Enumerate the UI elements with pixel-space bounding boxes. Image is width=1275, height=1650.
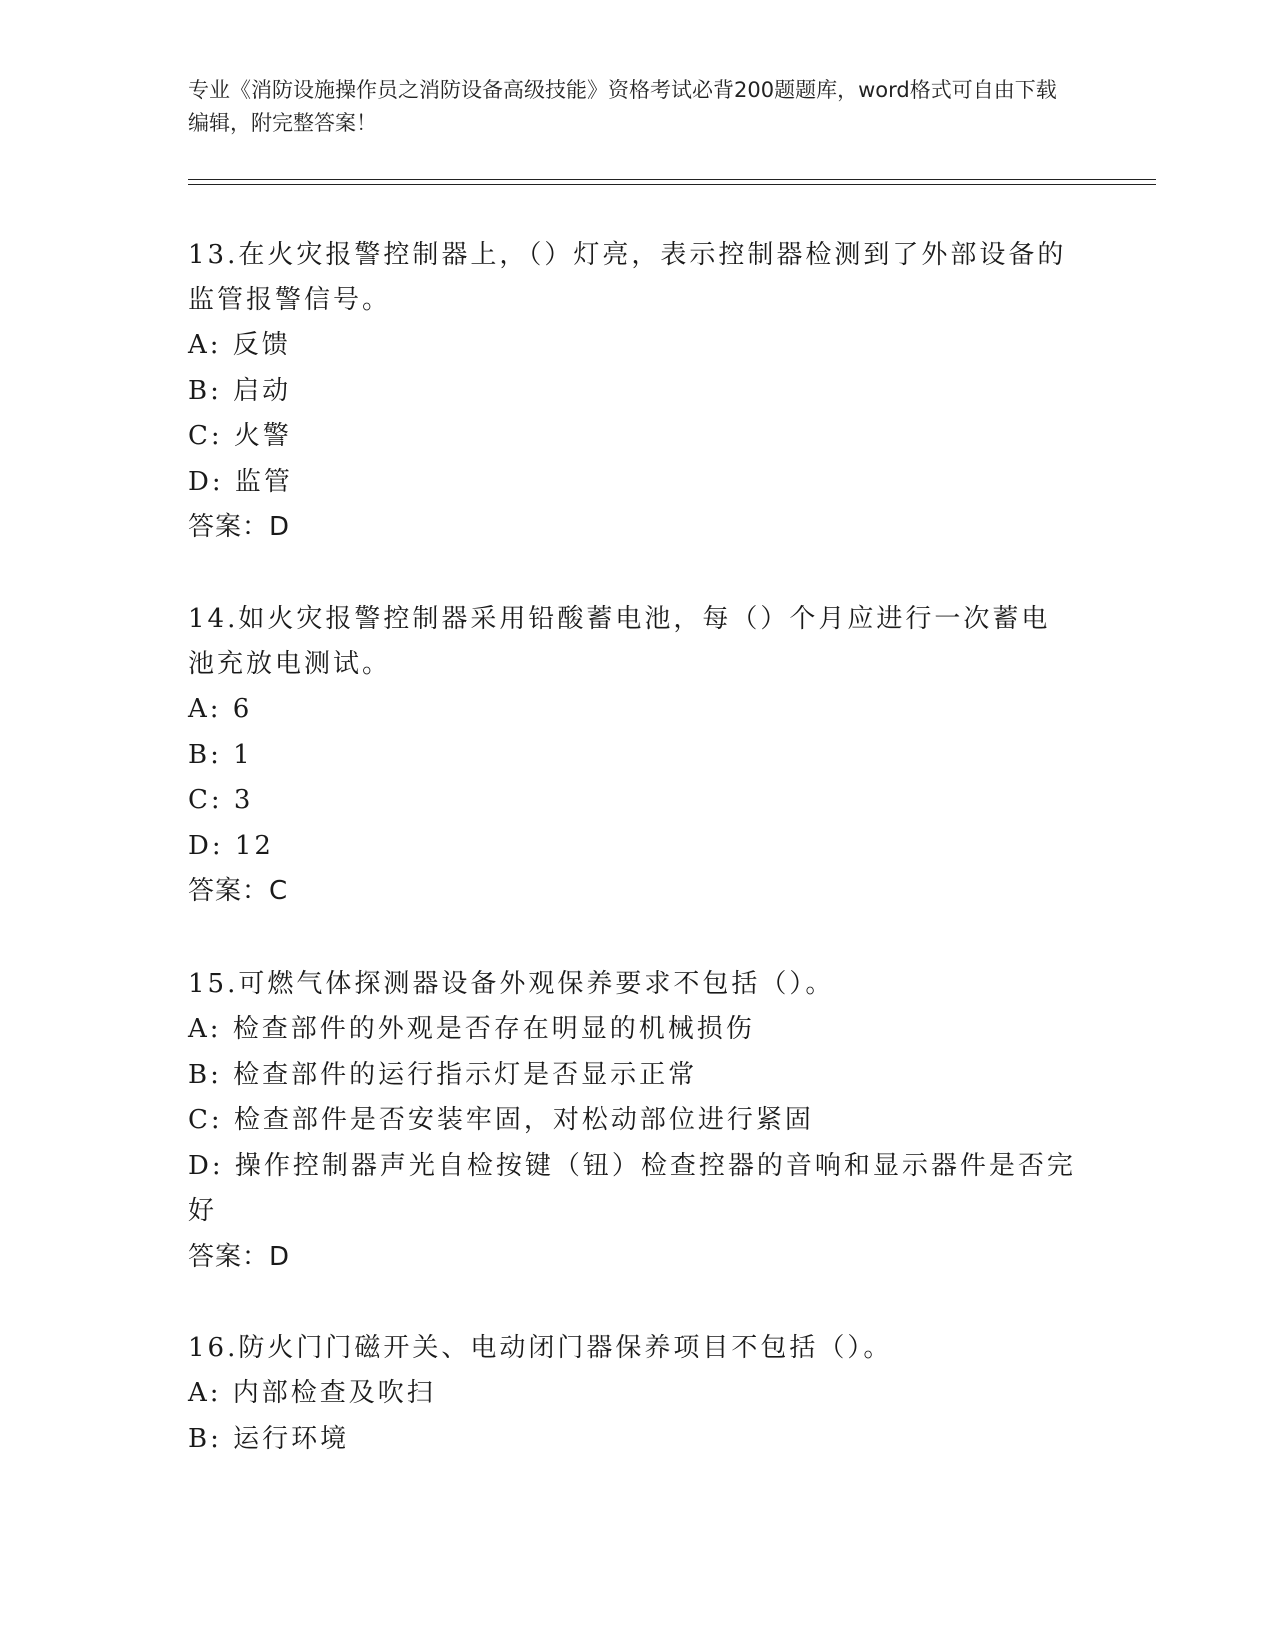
question-14 [188, 597, 1078, 914]
option-a: A: 6 [188, 694, 253, 724]
question-stem: 16.防火门门磁开关、电动闭门器保养项目不包括（）。 [188, 1333, 893, 1363]
option-b: B: 运行环境 [188, 1423, 350, 1454]
document-header: 专业《消防设施操作员之消防设备高级技能》资格考试必背200题题库，word格式可自由下载编辑，附完整答案！ [188, 78, 1057, 135]
question-15 [188, 962, 1078, 1280]
header-divider-bottom [188, 184, 1156, 185]
answer: 答案：C [188, 876, 289, 906]
question-16 [188, 1326, 1078, 1462]
option-a: A: 反馈 [188, 330, 291, 360]
answer: 答案：D [188, 1241, 291, 1272]
option-d: D: 12 [188, 830, 274, 861]
option-a: A: 内部检查及吹扫 [188, 1378, 436, 1408]
header-divider-top [188, 179, 1156, 180]
answer: 答案：D [188, 512, 291, 542]
option-a: A: 检查部件的外观是否存在明显的机械损伤 [188, 1014, 755, 1044]
option-b: B: 检查部件的运行指示灯是否显示正常 [188, 1059, 698, 1090]
option-d: D: 操作控制器声光自检按键（钮）检查控器的音响和显示器件是否完好 [188, 1150, 1076, 1226]
option-c: C: 3 [188, 785, 254, 815]
option-d: D: 监管 [188, 466, 293, 497]
question-stem: 13.在火灾报警控制器上，（）灯亮，表示控制器检测到了外部设备的监管报警信号。 [188, 240, 1067, 315]
option-c: C: 检查部件是否安装牢固，对松动部位进行紧固 [188, 1105, 814, 1135]
option-b: B: 启动 [188, 375, 292, 406]
question-13 [188, 233, 1078, 550]
question-stem: 15.可燃气体探测器设备外观保养要求不包括（）。 [188, 969, 835, 999]
question-stem: 14.如火灾报警控制器采用铅酸蓄电池，每（）个月应进行一次蓄电池充放电测试。 [188, 604, 1051, 679]
option-c: C: 火警 [188, 421, 292, 451]
option-b: B: 1 [188, 739, 253, 770]
